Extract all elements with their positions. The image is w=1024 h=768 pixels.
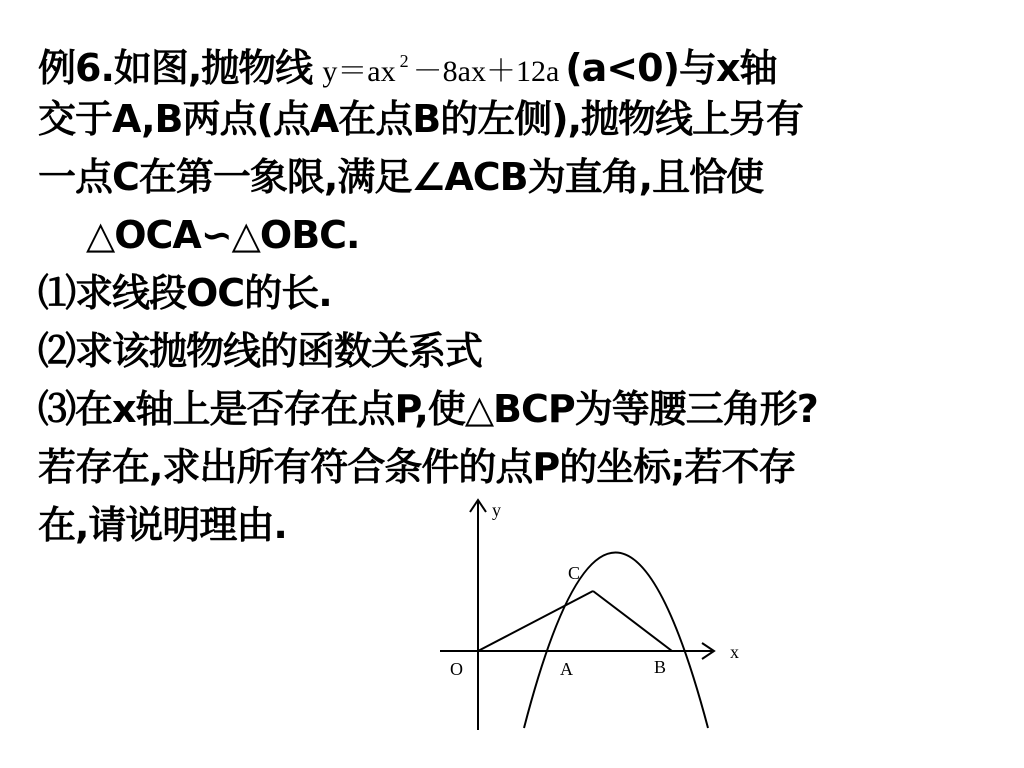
problem-condition: (a<0)与x轴 <box>565 46 777 90</box>
origin-label: O <box>450 659 463 679</box>
question-1: ⑴求线段OC的长. <box>38 271 332 315</box>
problem-line-3: 一点C在第一象限,满足∠ACB为直角,且恰使 <box>38 155 764 199</box>
parabola-formula <box>322 51 560 88</box>
problem-statement <box>38 32 988 554</box>
formula-left: y＝ax <box>322 55 396 88</box>
formula-right: －8ax＋12a <box>412 55 560 88</box>
segment-cb <box>593 591 672 651</box>
problem-line-2: 交于A,B两点(点A在点B的左侧),抛物线上另有 <box>38 97 804 141</box>
parabola-curve <box>524 553 708 729</box>
point-b-label: B <box>654 657 667 677</box>
question-3-line-2: 若存在,求出所有符合条件的点P的坐标;若不存 <box>38 445 796 489</box>
parabola-figure <box>440 492 760 732</box>
question-3-line-3: 在,请说明理由. <box>38 503 287 547</box>
formula-exponent: 2 <box>399 51 409 71</box>
x-axis-label: x <box>730 642 739 662</box>
problem-line-4: △OCA∽△OBC. <box>86 213 360 257</box>
problem-line-1 <box>38 32 988 90</box>
y-axis-label: y <box>492 500 501 520</box>
point-c-label: C <box>568 563 581 583</box>
segment-oc <box>478 591 593 651</box>
question-3-line-1: ⑶在x轴上是否存在点P,使△BCP为等腰三角形? <box>38 387 818 431</box>
problem-intro: 例6.如图,抛物线 <box>38 46 313 90</box>
question-2: ⑵求该抛物线的函数关系式 <box>38 329 483 373</box>
point-a-label: A <box>560 659 573 679</box>
